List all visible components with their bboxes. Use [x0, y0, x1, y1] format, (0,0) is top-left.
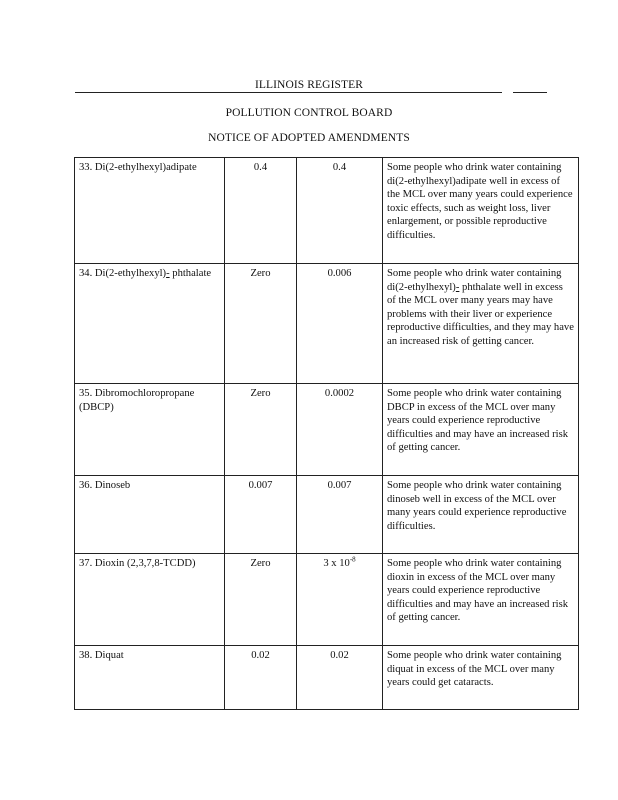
health-effect: Some people who drink water containing di(2-ethylhexyl)adipate well in excess of the MCL over many years could experience toxic effects, such as weight loss, liver enlargement, or possible reproductive difficulties. [383, 158, 579, 264]
table-row [75, 476, 579, 554]
mcl-value: 0.02 [297, 646, 383, 710]
header-rule-right [513, 92, 547, 93]
mcl-base: 3 x 10 [323, 558, 350, 569]
table-row [75, 264, 579, 384]
mcl-value: 0.0002 [297, 384, 383, 476]
mclg-value: 0.4 [225, 158, 297, 264]
contaminant-name: 37. Dioxin (2,3,7,8-TCDD) [75, 554, 225, 646]
table-row [75, 646, 579, 710]
name-part: 34. Di(2-ethylhexyl) [79, 268, 167, 279]
effect-part: Some people who drink water containing di(2-ethylhexyl) [387, 268, 562, 293]
table-row [75, 158, 579, 264]
health-effect: Some people who drink water containing DBCP in excess of the MCL over many years could experience reproductive difficulties and may have an increased risk of getting cancer. [383, 384, 579, 476]
contaminant-table [74, 157, 579, 710]
contaminant-name: 33. Di(2-ethylhexyl)adipate [75, 158, 225, 264]
mcl-value: 0.4 [297, 158, 383, 264]
hyphen-underlined: - [166, 268, 170, 279]
health-effect: Some people who drink water containing diquat in excess of the MCL over many years could get cataracts. [383, 646, 579, 710]
health-effect [383, 264, 579, 384]
board-name: POLLUTION CONTROL BOARD [225, 107, 393, 119]
mcl-value: 0.006 [297, 264, 383, 384]
hyphen-underlined: - [455, 281, 460, 293]
mcl-exponent: -8 [349, 555, 356, 564]
table-row [75, 554, 579, 646]
header-rule [75, 92, 502, 93]
contaminant-name [75, 264, 225, 384]
mcl-value: 0.007 [297, 476, 383, 554]
mclg-value: 0.007 [225, 476, 297, 554]
effect-part: phthalate well in excess of the MCL over many years may have problems with their liver or experience reproductive difficulties, and they may have an increased risk of getting cancer. [387, 281, 574, 347]
mcl-value [297, 554, 383, 646]
health-effect: Some people who drink water containing dioxin in excess of the MCL over many years could experience reproductive difficulties and may have an increased risk of getting cancer. [383, 554, 579, 646]
mclg-value: 0.02 [225, 646, 297, 710]
contaminant-name: 38. Diquat [75, 646, 225, 710]
health-effect: Some people who drink water containing dinoseb well in excess of the MCL over many years could experience reproductive difficulties. [383, 476, 579, 554]
contaminant-name: 35. Dibromochloropropane (DBCP) [75, 384, 225, 476]
mclg-value: Zero [225, 554, 297, 646]
name-part: phthalate [169, 268, 212, 279]
contaminant-name: 36. Dinoseb [75, 476, 225, 554]
table-row [75, 384, 579, 476]
mclg-value: Zero [225, 384, 297, 476]
notice-title: NOTICE OF ADOPTED AMENDMENTS [208, 132, 410, 144]
register-title: ILLINOIS REGISTER [254, 79, 364, 91]
mclg-value: Zero [225, 264, 297, 384]
